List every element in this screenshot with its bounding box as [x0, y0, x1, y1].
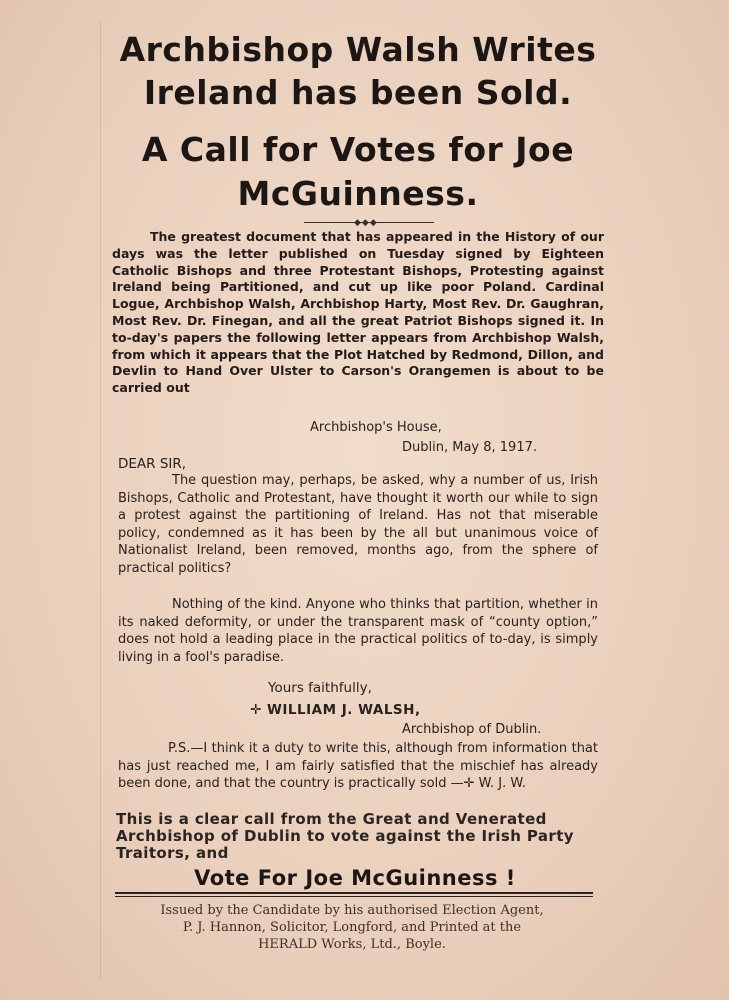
letter-paragraph-1: The question may, perhaps, be asked, why a number of us, Irish Bishops, Catholic and Protestant, have thought it worth our while to sign a protest against the partitioning of Ireland. Has not that miserable policy, condemned as it has been by the all but unanimous voice of Nationalist Ireland, been removed, months ago, from the sphere of practical politics? — [118, 473, 598, 576]
letter-address-line-1: Archbishop's House, — [310, 420, 442, 435]
rule-thin — [115, 896, 593, 897]
headline-call — [112, 128, 604, 216]
letter-signature-title: Archbishop of Dublin. — [402, 722, 542, 737]
letter-closing: Yours faithfully, — [268, 680, 372, 696]
intro-paragraph: The greatest document that has appeared in the History of our days was the letter published on Tuesday signed by Eighteen Catholic Bishops and three Protestant Bishops, Protesting against Ireland being Partitioned, and cut up like poor Poland. Cardinal Logue, Archbishop Walsh, Archbishop Harty, Most Rev. Dr. Gaughran, Most Rev. Dr. Finegan, and all the great Patriot Bishops signed it. In to-day's papers the following letter appears from Archbishop Walsh, from which it appears that the Plot Hatched by Redmond, Dillon, and Devlin to Hand Over Ulster to Carson's Orangemen is about to be carried out — [112, 229, 604, 396]
rule-thick — [115, 892, 593, 894]
headline-top — [112, 28, 604, 114]
headline-line-1: Archbishop Walsh Writes — [119, 30, 597, 69]
letter-salutation: DEAR SIR, — [118, 456, 187, 472]
letter-address-line-2: Dublin, May 8, 1917. — [402, 440, 537, 455]
headline-line-4: McGuinness. — [237, 174, 479, 213]
letter-paragraph-2: Nothing of the kind. Anyone who thinks that partition, whether in its naked deformity, or under the transparent mask of “county option,” does not hold a leading place in the practical politics of to-day, is simply living in a fool's paradise. — [118, 597, 598, 665]
headline-line-3: A Call for Votes for Joe — [141, 130, 575, 169]
letter-postscript: P.S.—I think it a duty to write this, although from information that has just reached me, I am fairly satisfied that the mischief has already been done, and that the country is practically sold —✛ W. J. W. — [118, 741, 598, 792]
letter-signature: ✛ WILLIAM J. WALSH, — [250, 702, 421, 718]
vote-slogan: Vote For Joe McGuinness ! — [194, 866, 516, 890]
call-to-vote: This is a clear call from the Great and Venerated Archbishop of Dublin to vote against the Irish Party Traitors, and — [116, 810, 574, 862]
imprint-line-2: P. J. Hannon, Solicitor, Longford, and Printed at the — [182, 920, 522, 935]
paper-fold-line — [100, 20, 101, 980]
headline-line-2: Ireland has been Sold. — [143, 73, 573, 112]
imprint-line-3: HERALD Works, Ltd., Boyle. — [258, 937, 446, 952]
imprint-line-1: Issued by the Candidate by his authorised Election Agent, — [160, 903, 544, 918]
ornament-divider: ◆◆◆ — [304, 218, 434, 228]
printer-imprint — [112, 902, 592, 953]
